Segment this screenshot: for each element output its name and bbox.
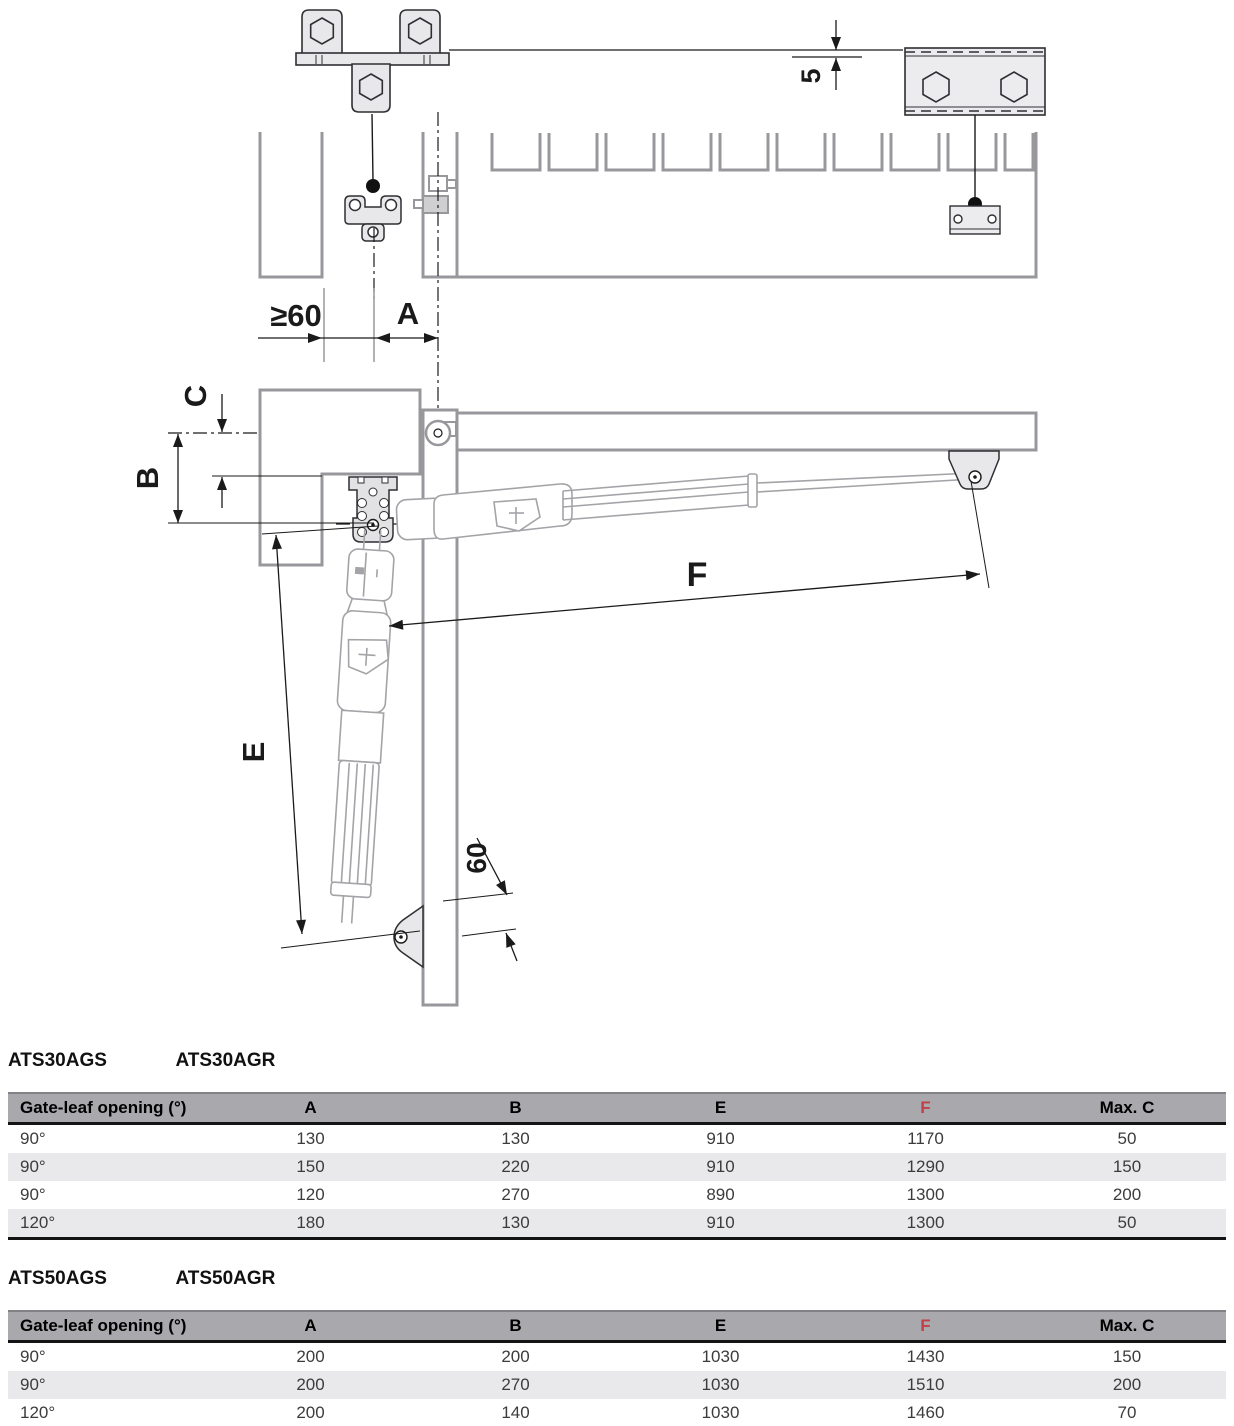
header-row bbox=[8, 1093, 1226, 1124]
table-row bbox=[8, 1209, 1226, 1239]
table-row bbox=[8, 1399, 1226, 1426]
table-cell: 90° bbox=[20, 1129, 46, 1148]
hex-bolt bbox=[311, 18, 334, 44]
rear-bracket-plan bbox=[349, 477, 397, 542]
table-row bbox=[8, 1371, 1226, 1399]
front-bracket-plan bbox=[949, 451, 999, 489]
table-cell: 50 bbox=[1117, 1213, 1137, 1232]
hinge-knuckles bbox=[414, 176, 456, 213]
table-cell: 200 bbox=[296, 1375, 325, 1394]
top-bracket bbox=[296, 10, 449, 112]
actuator-open bbox=[396, 473, 973, 540]
table-cell: 200 bbox=[296, 1347, 325, 1366]
column-header: B bbox=[509, 1098, 522, 1117]
model-name: ATS50AGR bbox=[175, 1268, 276, 1289]
table-cell: 120° bbox=[20, 1403, 56, 1422]
dim-b-label: B bbox=[130, 466, 165, 490]
table-cell: 1510 bbox=[906, 1375, 945, 1394]
dim-60-label: 60 bbox=[461, 842, 492, 874]
plan-view bbox=[260, 390, 1036, 1005]
table-cell: 270 bbox=[501, 1375, 530, 1394]
model-titles-ats30 bbox=[8, 1050, 1226, 1072]
model-name: ATS30AGS bbox=[8, 1050, 107, 1071]
table-cell: 1030 bbox=[701, 1347, 740, 1366]
table-cell: 1290 bbox=[906, 1157, 945, 1176]
right-plate bbox=[905, 48, 1045, 115]
bottom-bracket bbox=[394, 906, 423, 967]
column-header: Gate-leaf opening (°) bbox=[20, 1098, 187, 1117]
header-row bbox=[8, 1311, 1226, 1342]
table-cell: 130 bbox=[501, 1129, 530, 1148]
table-cell: 1300 bbox=[906, 1185, 945, 1204]
table-cell: 90° bbox=[20, 1185, 46, 1204]
table-cell: 1030 bbox=[701, 1375, 740, 1394]
table-cell: 90° bbox=[20, 1157, 46, 1176]
column-header: Max. C bbox=[1099, 1316, 1155, 1335]
column-header: Max. C bbox=[1099, 1098, 1155, 1117]
table-cell: 150 bbox=[296, 1157, 325, 1176]
table-cell: 90° bbox=[20, 1347, 46, 1366]
hex-bolt bbox=[360, 74, 383, 100]
dim-f-label: F bbox=[686, 556, 708, 594]
front-elevation bbox=[260, 10, 1045, 277]
table-cell: 270 bbox=[501, 1185, 530, 1204]
table-cell: 120° bbox=[20, 1213, 56, 1232]
leader-dot bbox=[366, 179, 380, 193]
gate-leaf-open bbox=[457, 413, 1036, 450]
gate-bracket-front bbox=[345, 196, 401, 241]
leader-line bbox=[372, 114, 373, 180]
column-header: E bbox=[714, 1316, 727, 1335]
table-row bbox=[8, 1181, 1226, 1209]
table-cell: 90° bbox=[20, 1375, 46, 1394]
table-cell: 140 bbox=[501, 1403, 530, 1422]
gate-plate-front bbox=[950, 206, 1000, 234]
dim-ge60-label: ≥60 bbox=[270, 298, 322, 333]
table-row bbox=[8, 1124, 1226, 1154]
column-header: F bbox=[920, 1098, 931, 1117]
table-cell: 1430 bbox=[906, 1347, 945, 1366]
model-name: ATS50AGS bbox=[8, 1268, 107, 1289]
table-row bbox=[8, 1342, 1226, 1372]
dim-a-label: A bbox=[396, 296, 420, 331]
column-header: A bbox=[304, 1098, 317, 1117]
table-cell: 180 bbox=[296, 1213, 325, 1232]
table-cell: 150 bbox=[1112, 1347, 1142, 1366]
table-cell: 220 bbox=[501, 1157, 530, 1176]
table-cell: 130 bbox=[296, 1129, 325, 1148]
table-row bbox=[8, 1153, 1226, 1181]
table-cell: 200 bbox=[296, 1403, 325, 1422]
dim-c-label: C bbox=[178, 384, 213, 408]
table-cell: 120 bbox=[296, 1185, 325, 1204]
table-cell: 910 bbox=[706, 1157, 735, 1176]
table-cell: 200 bbox=[1112, 1375, 1142, 1394]
column-header: A bbox=[304, 1316, 317, 1335]
column-header: E bbox=[714, 1098, 727, 1117]
table-cell: 910 bbox=[706, 1129, 735, 1148]
pillar-front bbox=[260, 132, 1036, 277]
table-cell: 1170 bbox=[907, 1129, 944, 1148]
model-titles-ats50 bbox=[8, 1268, 1226, 1290]
dim-e-label: E bbox=[236, 741, 271, 763]
table-cell: 150 bbox=[1112, 1157, 1142, 1176]
dim-5-label: 5 bbox=[796, 68, 826, 84]
actuator-closed bbox=[323, 528, 397, 924]
table-cell: 200 bbox=[1112, 1185, 1142, 1204]
column-header: Gate-leaf opening (°) bbox=[20, 1316, 187, 1335]
column-header: B bbox=[509, 1316, 522, 1335]
table-cell: 1460 bbox=[906, 1403, 945, 1422]
table-cell: 70 bbox=[1117, 1403, 1137, 1422]
dimensions-table-ats50 bbox=[8, 1310, 1226, 1426]
gate-pickets bbox=[492, 133, 1033, 170]
column-header: F bbox=[920, 1316, 931, 1335]
table-cell: 130 bbox=[501, 1213, 530, 1232]
dimensions-table-ats30 bbox=[8, 1092, 1226, 1240]
table-cell: 1300 bbox=[906, 1213, 945, 1232]
table-cell: 1030 bbox=[701, 1403, 740, 1422]
table-cell: 50 bbox=[1117, 1129, 1137, 1148]
dim-ge60-a bbox=[258, 288, 438, 362]
table-cell: 890 bbox=[706, 1185, 735, 1204]
table-cell: 910 bbox=[706, 1213, 735, 1232]
hex-bolt bbox=[409, 18, 432, 44]
table-cell: 200 bbox=[501, 1347, 530, 1366]
hinge-pivot bbox=[426, 421, 450, 445]
hex-bolt bbox=[923, 72, 949, 102]
hex-bolt bbox=[1001, 72, 1027, 102]
model-name: ATS30AGR bbox=[175, 1050, 276, 1071]
